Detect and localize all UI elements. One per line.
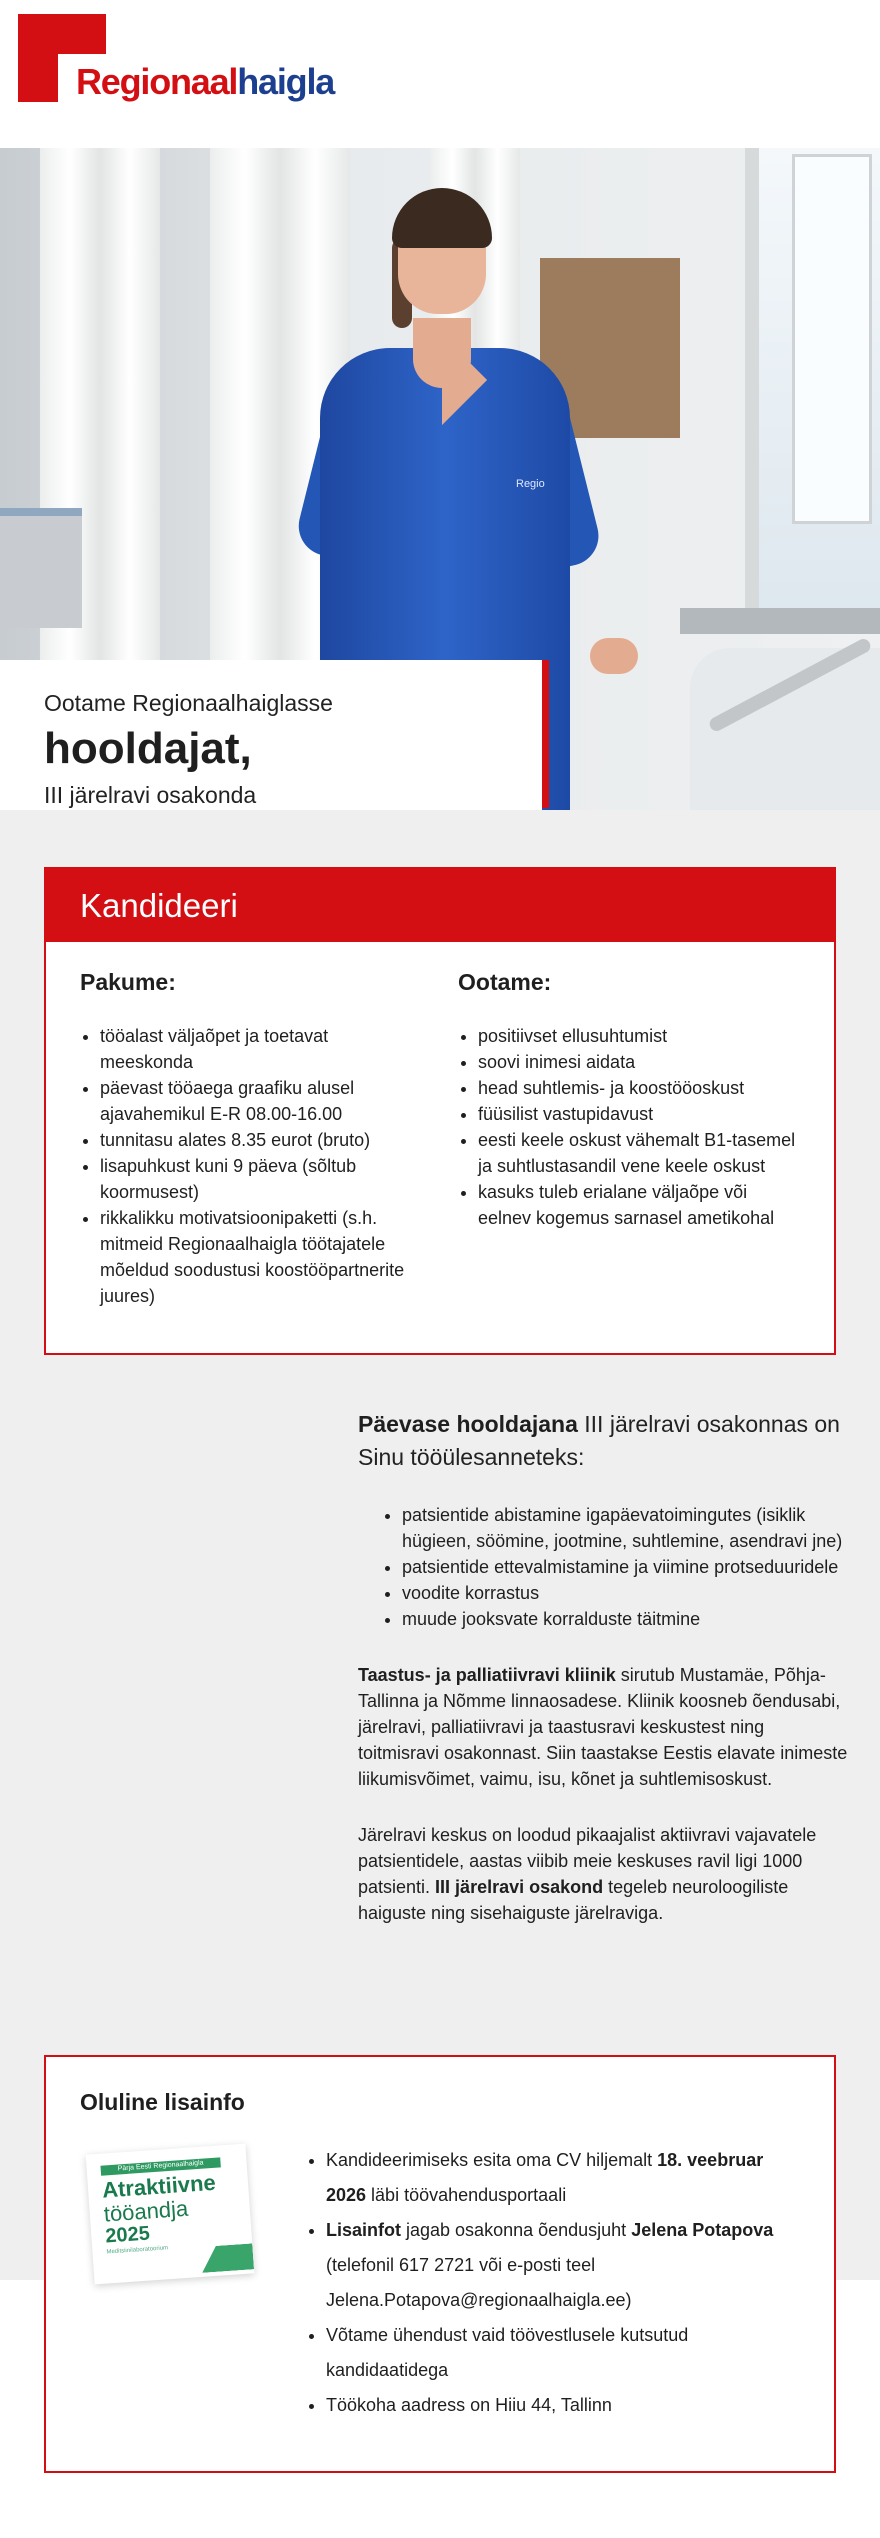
expect-list: [458, 1023, 798, 1231]
list-item: • tööalast väljaõpet ja toetavat meeskonda: [100, 1023, 410, 1075]
apply-card: [44, 867, 836, 1355]
award-badge-line: Atraktiivne: [101, 2169, 217, 2203]
award-badge-corner: [200, 2243, 254, 2273]
list-item: • head suhtlemis- ja koostööoskust: [478, 1075, 798, 1101]
department-name: III järelravi osakond: [435, 1877, 604, 1897]
list-item: • voodite korrastus: [402, 1580, 848, 1606]
clinic-text: sirutub Mustamäe, Põhja-Tallinna ja Nõmme linnaosadese. Kliinik koosneb õendusabi, järelravi, palliatiivravi ja taastusravi keskustest ning toitmisravi osakonnast. Siin taastakse Eestis elavate inimeste liikumisvõimet, vaimu, isu, kõnet ja suhtlemisoskust.: [358, 1665, 848, 1789]
contact-name: Jelena Potapova: [631, 2220, 774, 2240]
contact-text: jagab osakonna õendusjuht: [401, 2220, 632, 2240]
list-item: • lisapuhkust kuni 9 päeva (sõltub koormusest): [100, 1153, 410, 1205]
center-paragraph: [358, 1822, 848, 1926]
list-item: • muude jooksvate korralduste täitmine: [402, 1606, 848, 1632]
job-title: hooldajat,: [44, 724, 252, 773]
duties-lead-text: III järelravi osakonnas on Sinu tööülesanneteks:: [358, 1411, 840, 1470]
logo[interactable]: [76, 61, 335, 102]
duties-lead-bold: Päevase hooldajana: [358, 1411, 578, 1437]
center-text: Järelravi keskus on loodud pikaajalist aktiivravi vajavatele patsientidele, aastas viibib meie keskuses ravil ligi 1000 patsienti.: [358, 1825, 817, 1897]
deadline-date: 18. veebruar 2026: [326, 2150, 764, 2205]
list-item: • füüsilist vastupidavust: [478, 1101, 798, 1127]
photo-window-sill: [680, 608, 880, 634]
logo-text-blue: haigla: [237, 61, 335, 102]
center-text-end: tegeleb neuroloogiliste haiguste ning sisehaiguste järelraviga.: [358, 1877, 789, 1923]
deadline-text: Kandideerimiseks esita oma CV hiljemalt: [326, 2150, 658, 2170]
address-item: • Töökoha aadress on Hiiu 44, Tallinn: [326, 2388, 806, 2423]
clinic-paragraph: [358, 1662, 848, 1792]
deadline-text-end: läbi töövahendusportaali: [366, 2185, 567, 2205]
list-item: • eesti keele oskust vähemalt B1-tasemel ja suhtlustasandil vene keele oskust: [478, 1127, 798, 1179]
contact-label: Lisainfot: [326, 2220, 401, 2240]
list-item: • tunnitasu alates 8.35 eurot (bruto): [100, 1127, 410, 1153]
photo-window-pane: [792, 154, 872, 524]
award-badge-line: tööandja: [102, 2195, 189, 2227]
duties-lead: [358, 1408, 848, 1474]
apply-button[interactable]: Kandideeri: [80, 887, 238, 924]
list-item: • soovi inimesi aidata: [478, 1049, 798, 1075]
list-item: • patsientide ettevalmistamine ja viimine protseduuridele: [402, 1554, 848, 1580]
offer-list: [80, 1023, 410, 1309]
list-item: • patsientide abistamine igapäevatoimingutes (isiklik hügieen, söömine, jootmine, suhtlemine, asendravi jne): [402, 1502, 848, 1554]
award-badge-caption: Meditsiinilaboratoorium: [106, 2245, 169, 2256]
award-badge-top: Pärja Eesti Regionaalhaigla: [100, 2157, 220, 2175]
intro-text: Ootame Regionaalhaiglasse: [44, 690, 333, 716]
photo-uniform-badge: Regio: [516, 478, 545, 490]
duties-section: [358, 1408, 848, 1926]
photo-bed-left: [0, 508, 82, 628]
contact-details[interactable]: (telefonil 617 2721 või e-posti teel Jelena.Potapova@regionaalhaigla.ee): [326, 2255, 632, 2310]
deadline-item: [326, 2143, 806, 2213]
list-item: • rikkalikku motivatsioonipaketti (s.h. mitmeid Regionaalhaigla töötajatele mõeldud soodustusi koostööpartnerite juures): [100, 1205, 410, 1309]
info-list: [306, 2143, 806, 2423]
contact-item: [326, 2213, 806, 2318]
logo-text-red: Regionaal: [76, 61, 238, 102]
photo-nurse-hand: [590, 638, 638, 674]
interview-note: • Võtame ühendust vaid töövestlusele kutsutud kandidaatidega: [326, 2318, 806, 2388]
award-badge-year: 2025: [104, 2222, 151, 2248]
header: [0, 0, 880, 148]
clinic-name: Taastus- ja palliatiivravi kliinik: [358, 1665, 616, 1685]
duties-list: [358, 1502, 848, 1632]
offer-heading: Pakume:: [80, 969, 176, 995]
list-item: • päevast tööaega graafiku alusel ajavahemikul E-R 08.00-16.00: [100, 1075, 410, 1127]
list-item: • kasuks tuleb erialane väljaõpe või eelnev kogemus sarnasel ametikohal: [478, 1179, 798, 1231]
list-item: • positiivset ellusuhtumist: [478, 1023, 798, 1049]
info-card: [44, 2055, 836, 2473]
expect-heading: Ootame:: [458, 969, 552, 995]
info-title: Oluline lisainfo: [80, 2089, 245, 2115]
award-badge: [86, 2144, 255, 2285]
department-text: III järelravi osakonda: [44, 782, 257, 808]
title-accent-bar: [542, 660, 549, 808]
apply-header[interactable]: [46, 869, 834, 942]
